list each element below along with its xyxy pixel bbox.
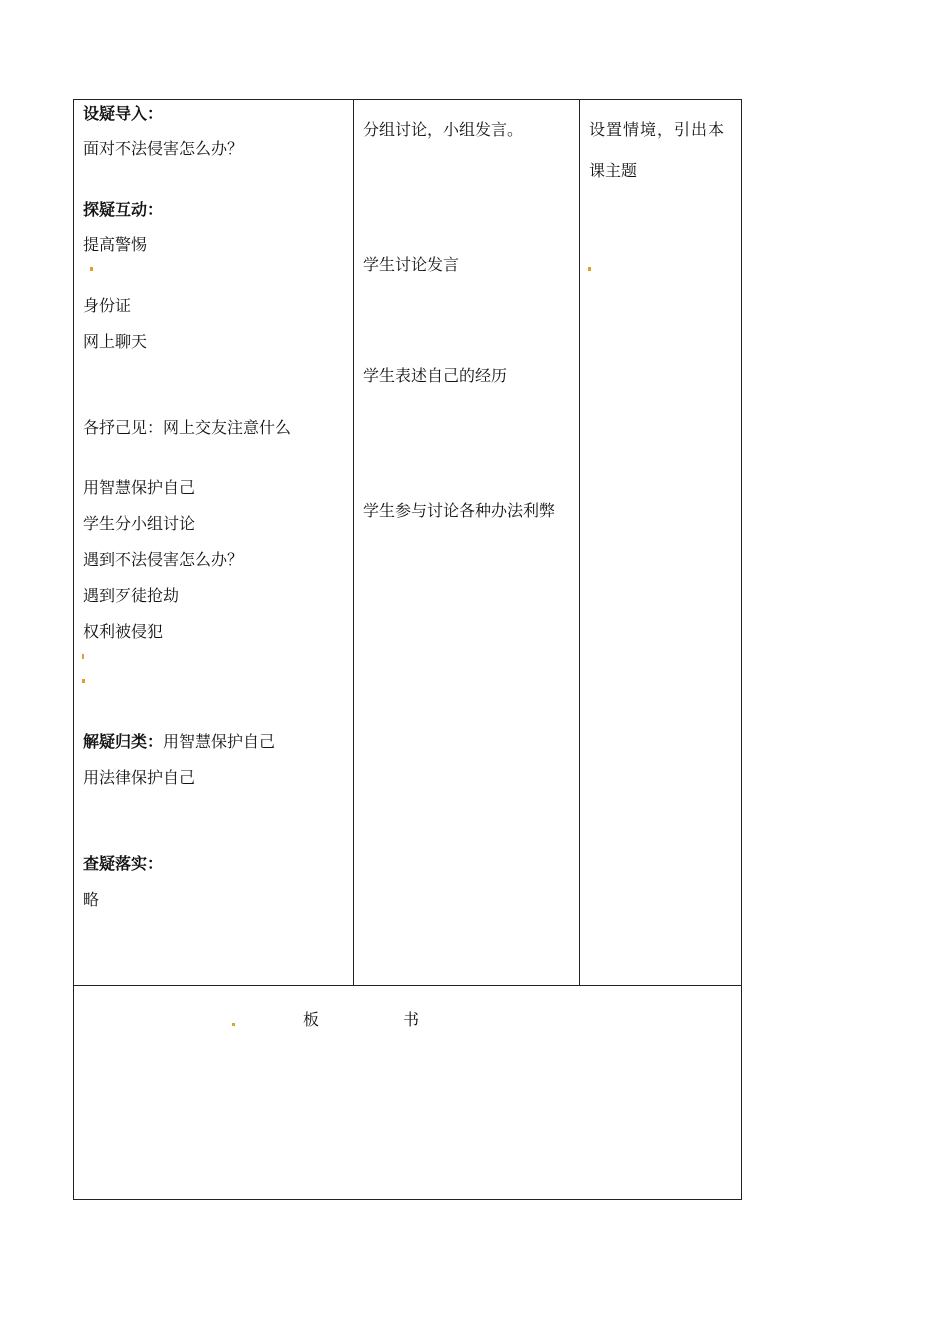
classify-heading: 解疑归类： [83, 732, 164, 751]
mark-dot [90, 267, 93, 271]
robbery-line: 遇到歹徒抢劫 [83, 586, 180, 605]
check-text: 略 [83, 890, 100, 909]
explore-heading: 探疑互动： [83, 200, 164, 219]
explore-item-id: 身份证 [83, 296, 132, 315]
rights-line: 权利被侵犯 [83, 622, 164, 641]
mark-dot [232, 1023, 235, 1026]
explore-item-chat: 网上聊天 [83, 332, 148, 351]
classify-line [83, 732, 275, 752]
law-line: 用法律保护自己 [83, 768, 196, 787]
classify-text: 用智慧保护自己 [163, 732, 276, 751]
student-speak-line: 学生讨论发言 [363, 255, 460, 274]
intro-question: 面对不法侵害怎么办？ [83, 139, 244, 158]
student-pros-cons-line: 学生参与讨论各种办法利弊 [363, 501, 556, 520]
mark-dot [82, 654, 84, 659]
group-discuss-line: 学生分小组讨论 [83, 514, 196, 533]
explore-item-alert: 提高警惕 [83, 235, 148, 254]
group-speak-line: 分组讨论，小组发言。 [363, 120, 524, 139]
wisdom-line: 用智慧保护自己 [83, 478, 196, 497]
design-intent-line2: 课主题 [589, 161, 638, 180]
opinion-line: 各抒己见：网上交友注意什么 [83, 418, 292, 437]
student-experience-line: 学生表述自己的经历 [363, 366, 508, 385]
mark-dot [588, 267, 591, 271]
board-char-1: 板 [303, 1010, 320, 1029]
mark-dot [82, 679, 85, 683]
board-divider [73, 985, 742, 986]
column-divider-1 [353, 99, 354, 986]
infringe-question: 遇到不法侵害怎么办？ [83, 550, 244, 569]
column-divider-2 [579, 99, 580, 986]
design-intent-line1: 设置情境，引出本 [589, 120, 726, 139]
check-heading: 查疑落实： [83, 854, 164, 873]
board-char-2: 书 [403, 1010, 420, 1029]
intro-heading: 设疑导入： [83, 104, 164, 123]
